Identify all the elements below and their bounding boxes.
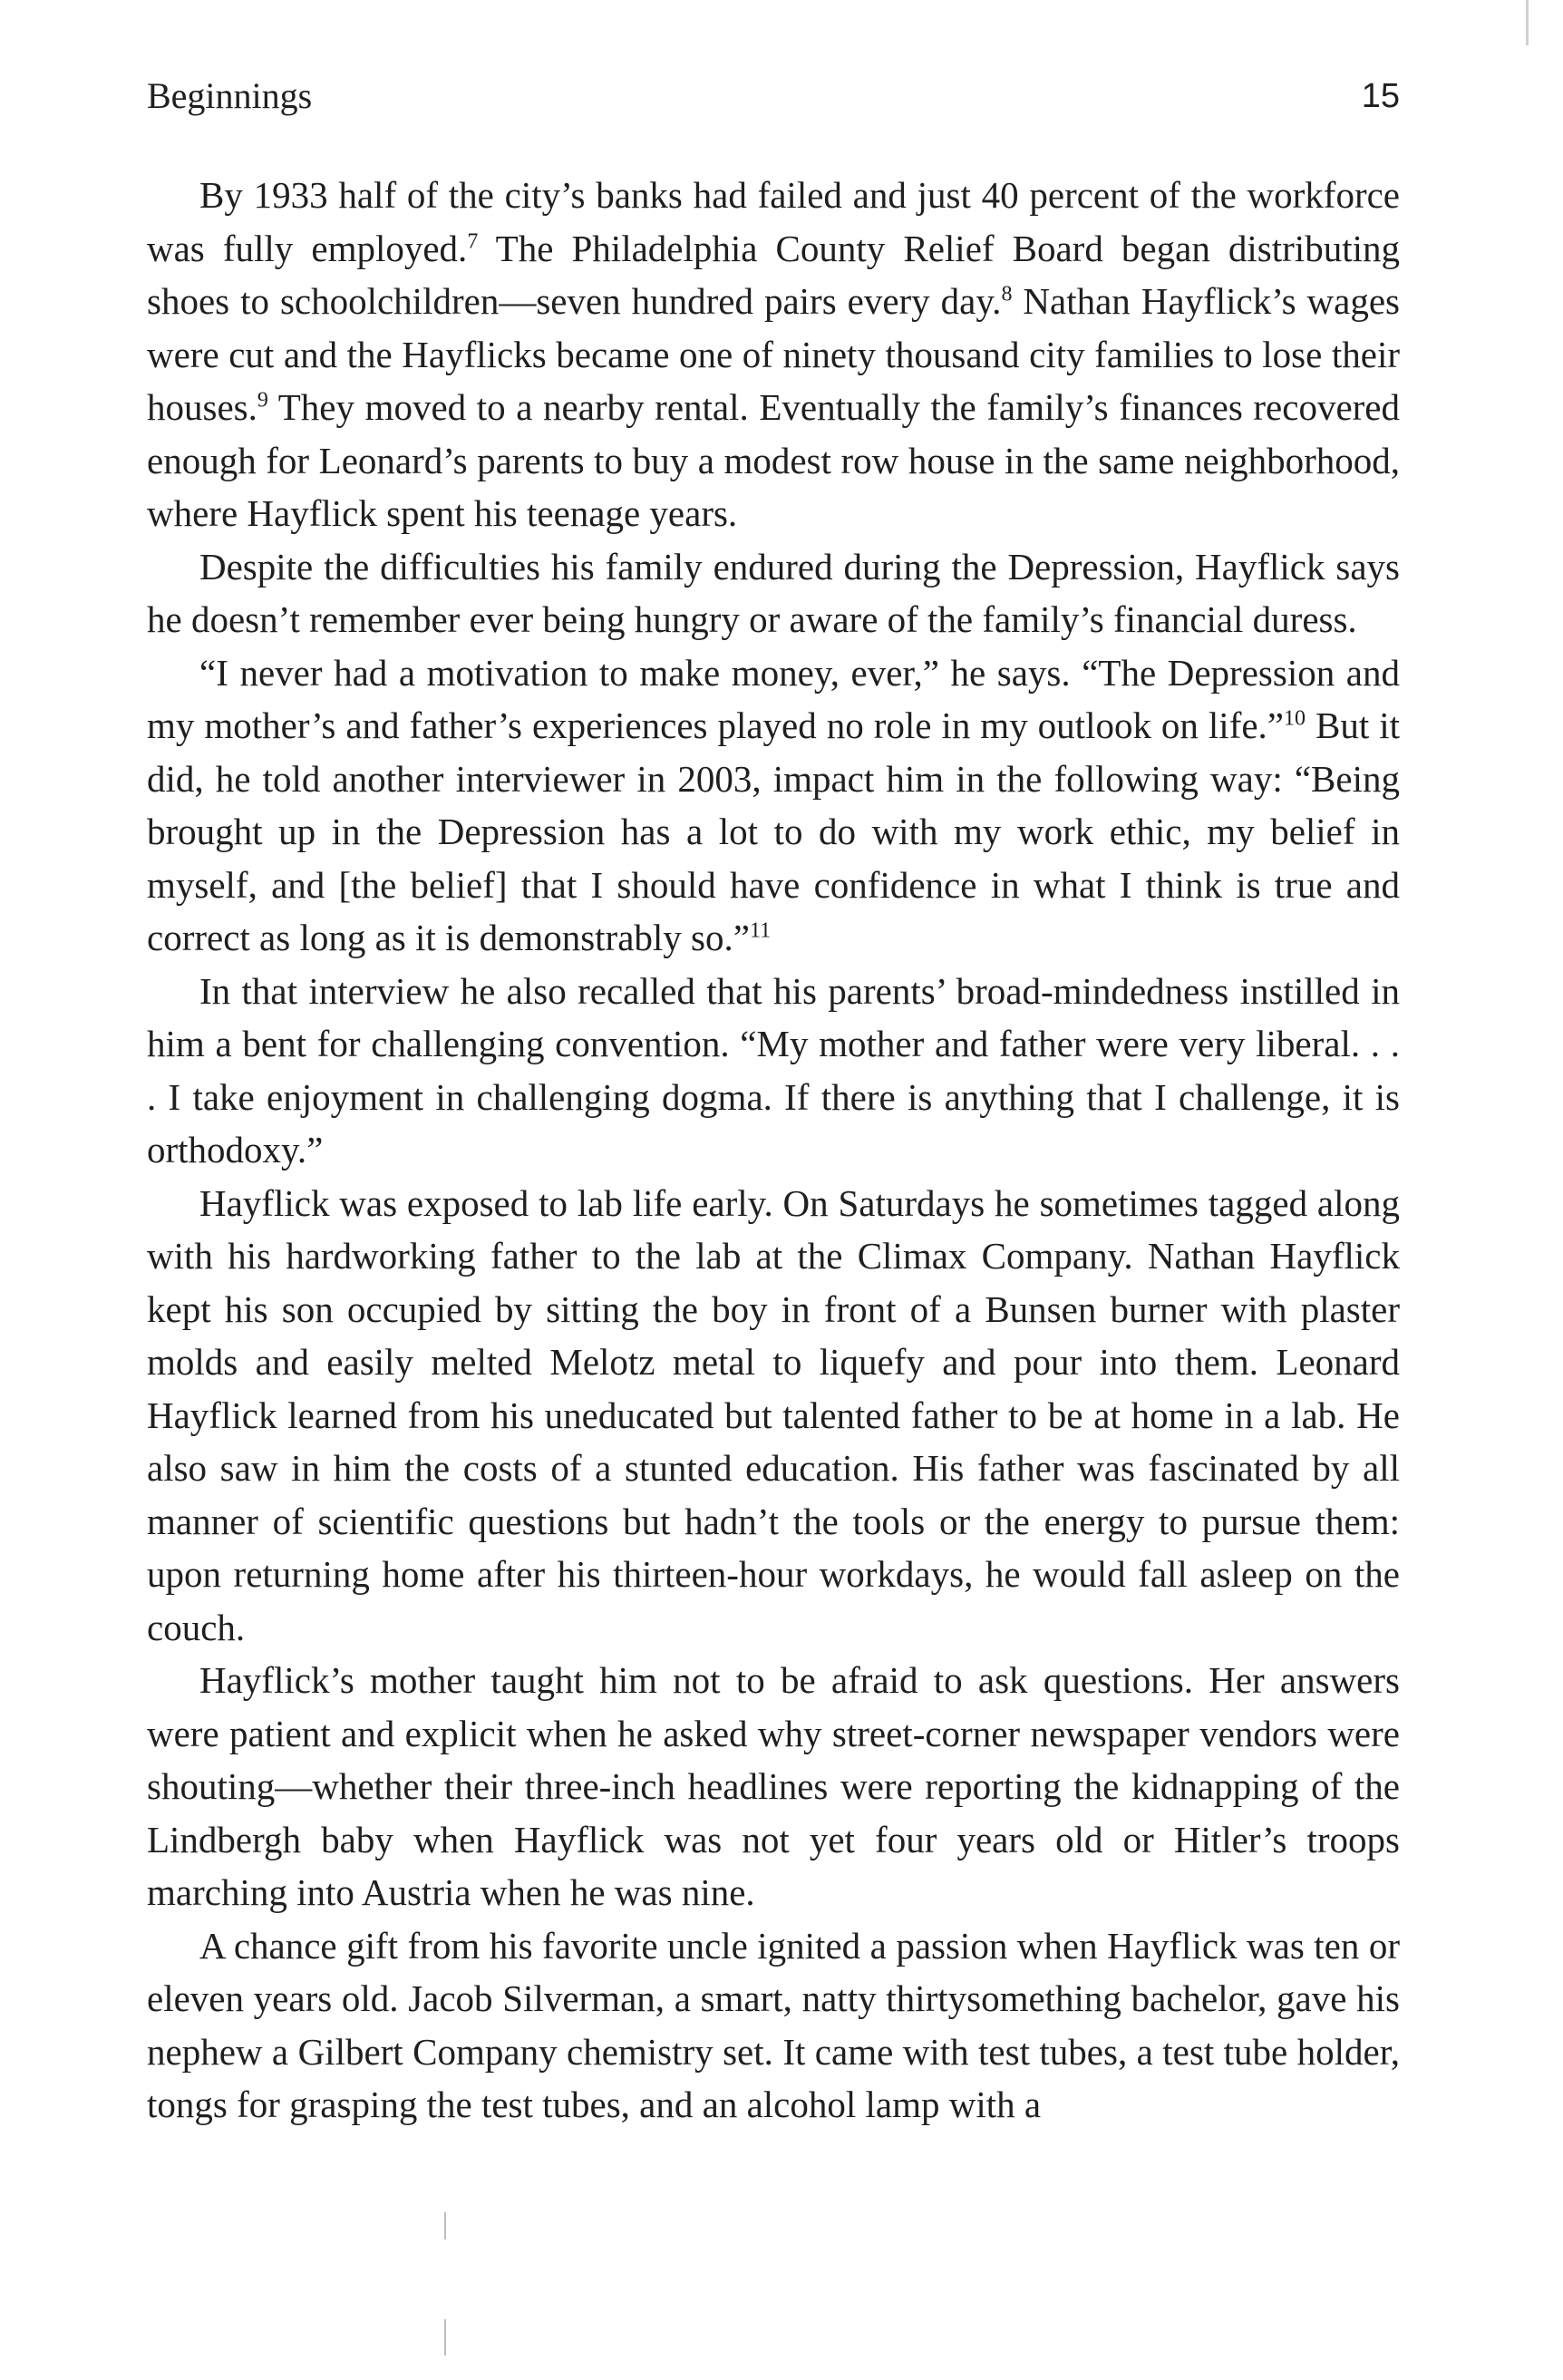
- paragraph: [147, 540, 1400, 646]
- scan-edge-mark: [1526, 0, 1529, 45]
- text-run: Hayflick’s mother taught him not to be afraid to ask questions. Her answers were patient and explicit when he asked why street-corner newspaper vendors were shouting—whether their three-inch headlines were reporting the kidnapping of the Lindbergh baby when Hayflick was not yet four years old or Hitler’s troops marching into Austria when he was nine.: [147, 1659, 1400, 1913]
- chapter-title: Beginnings: [147, 75, 313, 116]
- text-run: The Philadelphia County Relief Board began distributing shoes to schoolchildren—seven hundred pairs every day.: [147, 227, 1400, 322]
- paragraph: [147, 1919, 1400, 2132]
- footnote-ref: 8: [1001, 282, 1013, 306]
- text-run: A chance gift from his favorite uncle ignited a passion when Hayflick was ten or eleven years old. Jacob Silverman, a smart, natty thirtysomething bachelor, gave his nephew a Gilbert Company chemistry set. It came with test tubes, a test tube holder, tongs for grasping the test tubes, and an alcohol lamp with a: [147, 1924, 1400, 2125]
- scan-artifact-marks: [444, 2212, 447, 2366]
- footnote-ref: 10: [1284, 706, 1306, 731]
- text-run: In that interview he also recalled that his parents’ broad-mindedness instilled in him a bent for challenging convention. “My mother and father were very liberal. . . . I take enjoyment in challenging dogma. If there is anything that I challenge, it is orthodoxy.”: [147, 969, 1400, 1171]
- paragraph: [147, 1654, 1400, 1919]
- text-run: “I never had a motivation to make money, ever,” he says. “The Depression and my mother’s and father’s experiences played no role in my outlook on life.”: [147, 651, 1400, 746]
- footnote-ref: 7: [467, 228, 479, 253]
- body-text: [147, 169, 1400, 2132]
- text-run: Despite the difficulties his family endured during the Depression, Hayflick says he doesn’t remember ever being hungry or aware of the family’s financial duress.: [147, 545, 1400, 640]
- footnote-ref: 9: [257, 388, 268, 413]
- text-run: They moved to a nearby rental. Eventually the family’s finances recovered enough for Leonard’s parents to buy a modest row house in the same neighborhood, where Hayflick spent his teenage years.: [147, 386, 1400, 534]
- text-run: But it did, he told another interviewer in 2003, impact him in the following way: “Being brought up in the Depression has a lot to do with my work ethic, my belief in myself, and [the belief] that I should have confidence in what I think is true and correct as long as it is demonstrably so.”: [147, 704, 1401, 958]
- footnote-ref: 11: [749, 918, 772, 943]
- paragraph: [147, 646, 1400, 965]
- text-run: Nathan Hayflick’s wages were cut and the Hayflicks became one of ninety thousand city families to lose their houses.: [147, 280, 1400, 428]
- paragraph: [147, 965, 1400, 1177]
- paragraph: [147, 169, 1400, 540]
- page-number: 15: [1361, 77, 1400, 115]
- text-run: Hayflick was exposed to lab life early. On Saturdays he sometimes tagged along with his hardworking father to the lab at the Climax Company. Nathan Hayflick kept his son occupied by sitting the boy in front of a Bunsen burner with plaster molds and easily melted Melotz metal to liquefy and pour into them. Leonard Hayflick learned from his uneducated but talented father to be at home in a lab. He also saw in him the costs of a stunted education. His father was fascinated by all manner of scientific questions but hadn’t the tools or the energy to pursue them: upon returning home after his thirteen-hour workdays, he would fall asleep on the couch.: [147, 1181, 1400, 1648]
- text-run: By 1933 half of the city’s banks had failed and just 40 percent of the workforce was fully employed.: [147, 174, 1400, 269]
- paragraph: [147, 1177, 1400, 1655]
